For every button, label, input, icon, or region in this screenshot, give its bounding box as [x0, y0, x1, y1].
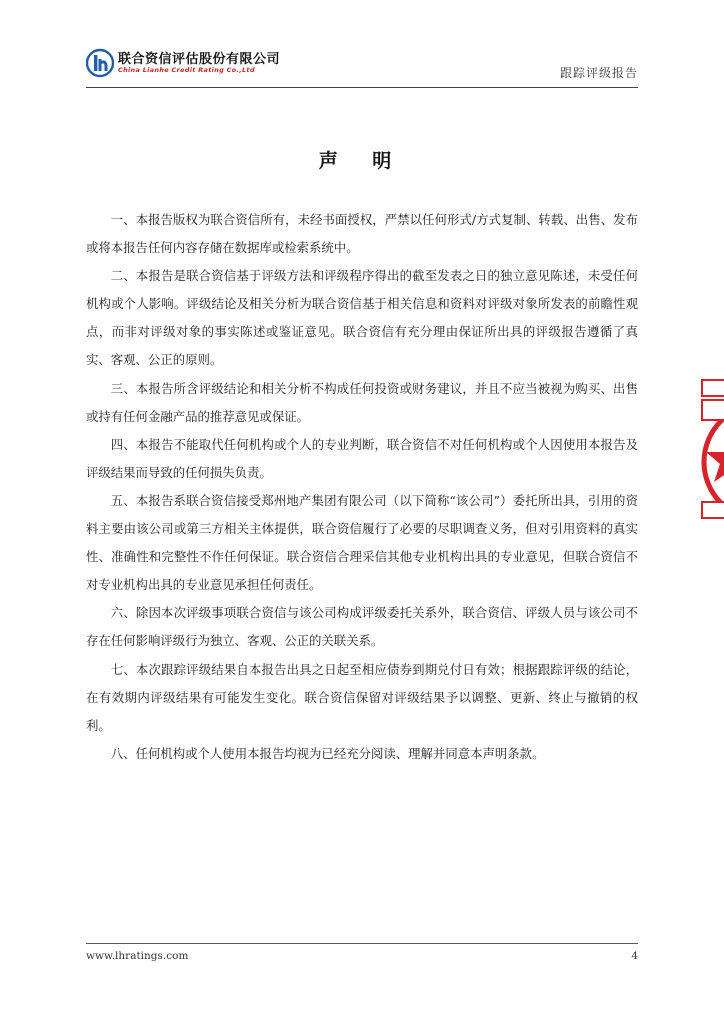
company-name-cn: 联合资信评估股份有限公司 [118, 52, 281, 67]
page-number: 4 [631, 950, 638, 962]
statement-body [86, 206, 638, 768]
company-name-en: China Lianhe Credit Rating Co.,Ltd [118, 66, 255, 74]
company-logo-icon [86, 48, 114, 78]
footer-divider [86, 943, 638, 944]
page-title: 声 明 [318, 150, 406, 172]
company-seal-stamp [700, 372, 724, 552]
footer-website-link[interactable]: www.lhratings.com [86, 950, 189, 962]
statement-paragraph-6: 六、除因本次评级事项联合资信与该公司构成评级委托关系外，联合资信、评级人员与该公司不存在任何影响评级行为独立、客观、公正的关联关系。 [86, 605, 638, 649]
statement-paragraph-1: 一、本报告版权为联合资信所有，未经书面授权，严禁以任何形式/方式复制、转载、出售、发布或将本报告任何内容存储在数据库或检索系统中。 [86, 212, 638, 256]
statement-paragraph-8: 八、任何机构或个人使用本报告均视为已经充分阅读、理解并同意本声明条款。 [110, 745, 545, 761]
statement-paragraph-7: 七、本次跟踪评级结果自本报告出具之日起至相应债券到期兑付日有效；根据跟踪评级的结论，在有效期内评级结果有可能发生变化。联合资信保留对评级结果予以调整、更新、终止与撤销的权利。 [86, 661, 638, 733]
header-divider [86, 87, 638, 88]
statement-paragraph-2: 二、本报告是联合资信基于评级方法和评级程序得出的截至发表之日的独立意见陈述，未受任何机构或个人影响。评级结论及相关分析为联合资信基于相关信息和资料对评级对象所发表的前瞻性观点，而非对评级对象的事实陈述或鉴证意见。联合资信有充分理由保证所出具的评级报告遵循了真实、客观、公正的原则。 [86, 268, 638, 368]
statement-paragraph-4: 四、本报告不能取代任何机构或个人的专业判断，联合资信不对任何机构或个人因使用本报告及评级结果而导致的任何损失负责。 [86, 436, 638, 480]
report-type-label: 跟踪评级报告 [559, 66, 638, 80]
page-header [86, 46, 638, 88]
statement-paragraph-3: 三、本报告所含评级结论和相关分析不构成任何投资或财务建议，并且不应当被视为购买、出售或持有任何金融产品的推荐意见或保证。 [86, 380, 638, 424]
statement-paragraph-5: 五、本报告系联合资信接受郑州地产集团有限公司（以下简称“该公司”）委托所出具，引用的资料主要由该公司或第三方相关主体提供，联合资信履行了必要的尽职调查义务，但对引用资料的真实性、准确性和完整性不作任何保证。联合资信合理采信其他专业机构出具的专业意见，但联合资信不对专业机构出具的专业意见承担任何责任。 [86, 492, 638, 593]
